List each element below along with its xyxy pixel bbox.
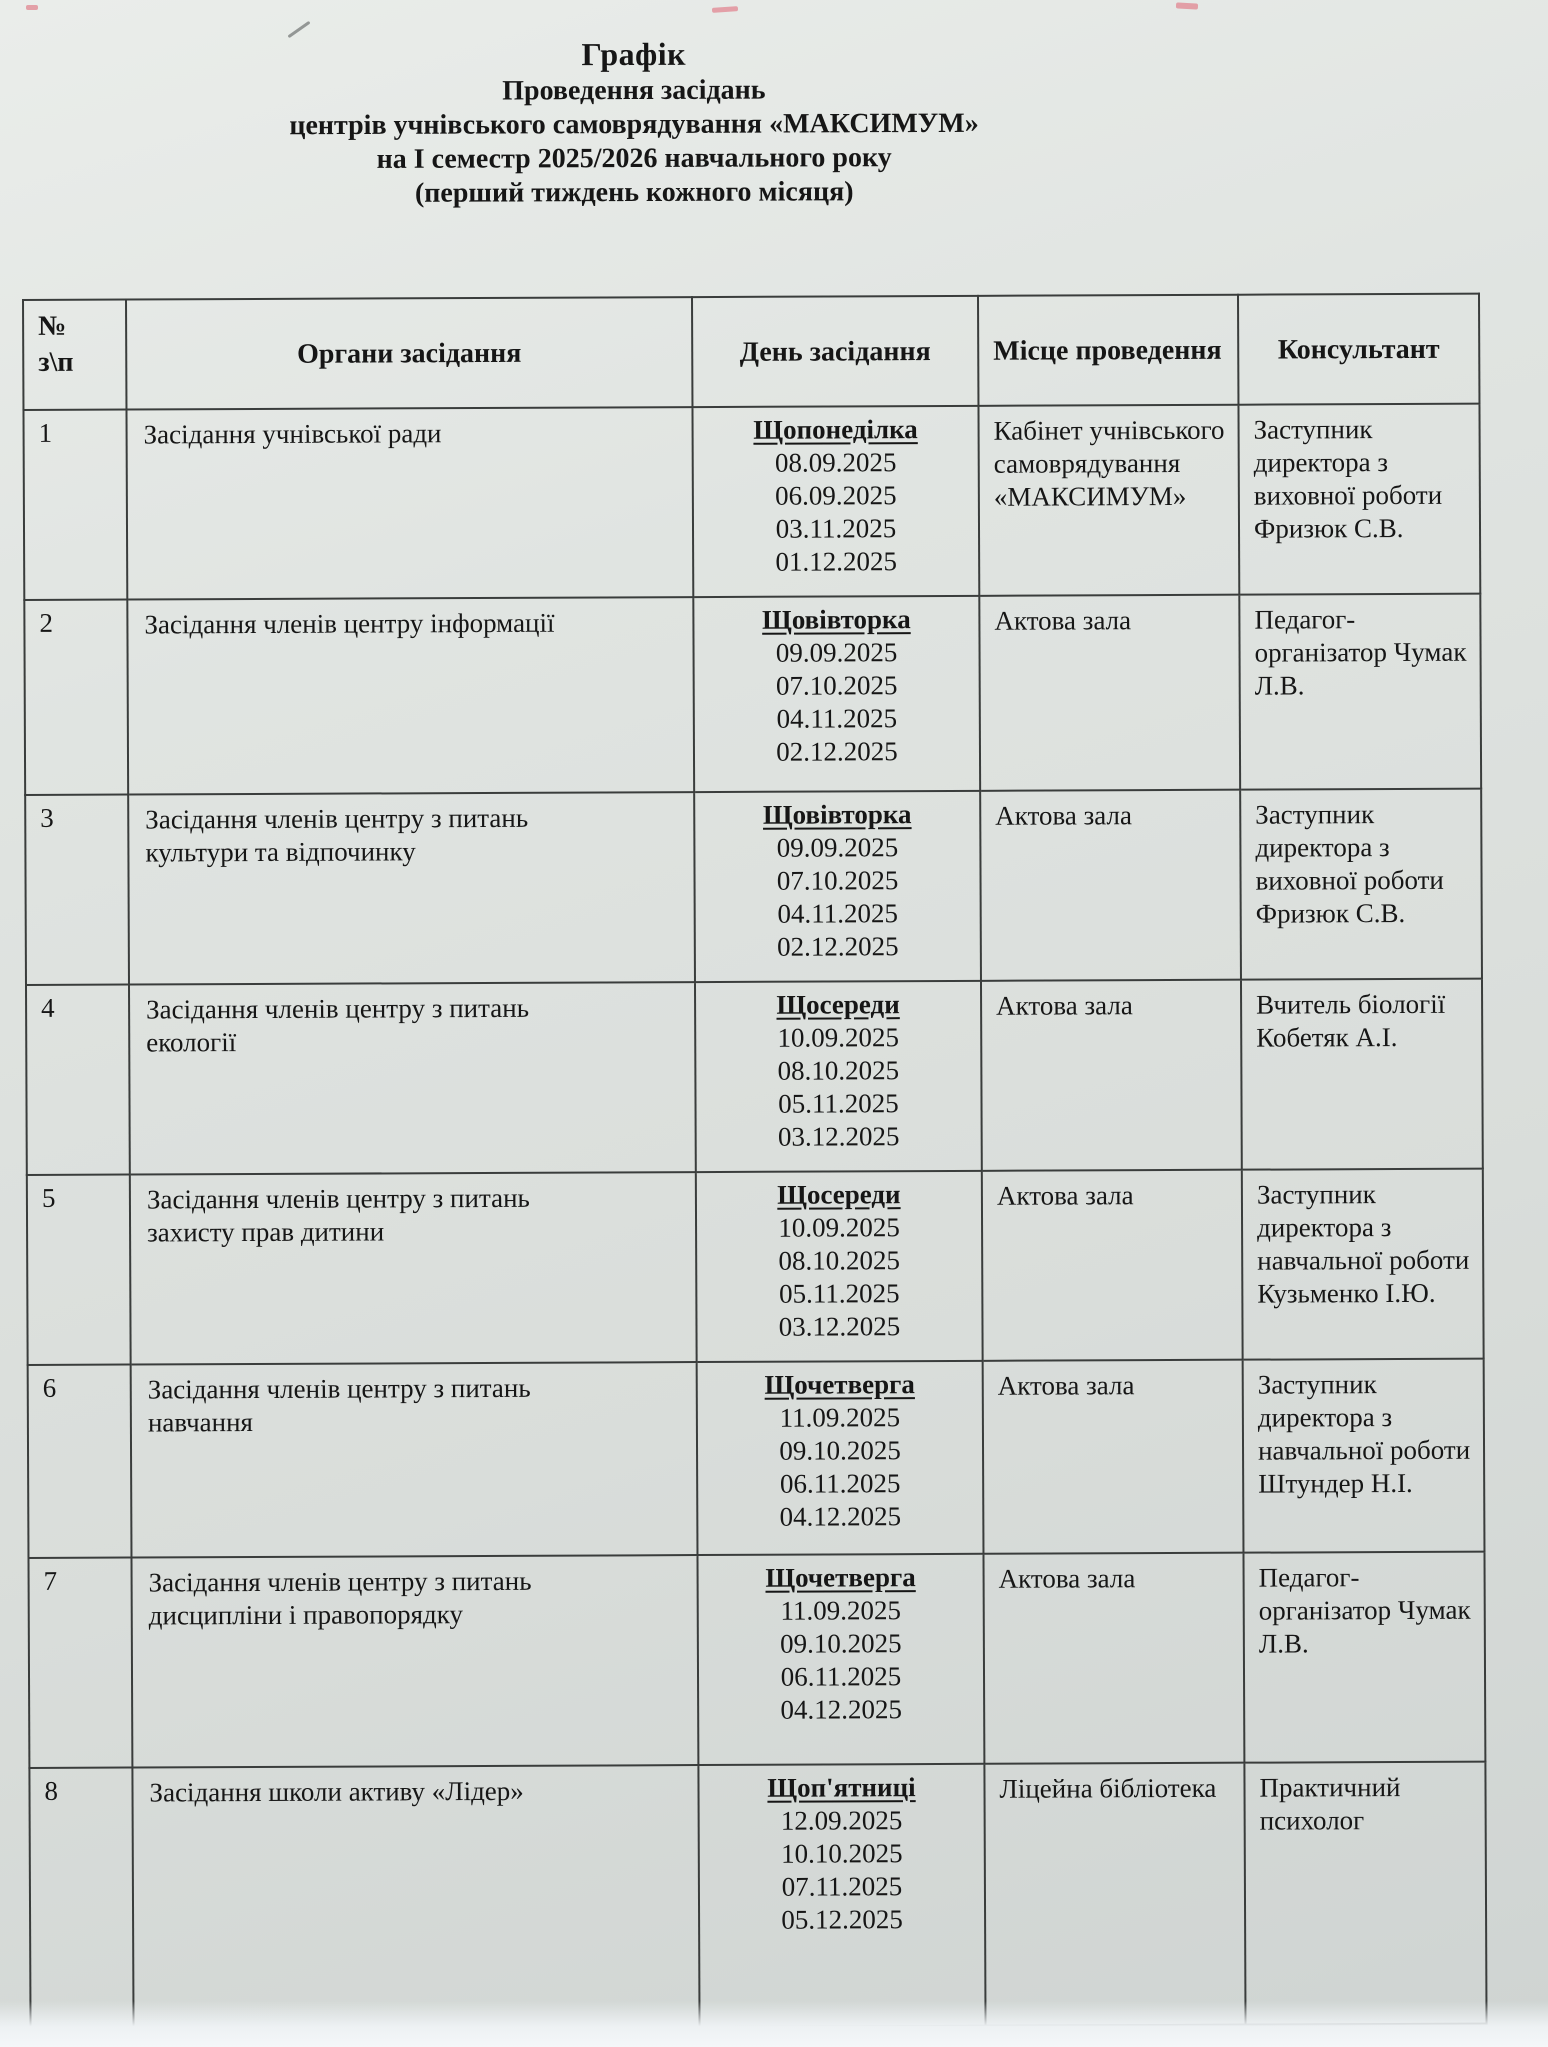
document-title bbox=[0, 32, 1268, 212]
organ-text: Засідання школи активу «Лідер» bbox=[149, 1775, 524, 1808]
meeting-date: 08.10.2025 bbox=[778, 1245, 901, 1276]
place-cell: Кабінет учнівського самоврядування «МАКСИМУМ» bbox=[978, 405, 1239, 596]
table-row bbox=[23, 404, 1480, 600]
organ-cell bbox=[131, 1362, 698, 1557]
consultant-cell: Педагог-організатор Чумак Л.В. bbox=[1239, 594, 1481, 790]
header-number-bottom: з\п bbox=[38, 346, 74, 378]
place-cell: Актова зала bbox=[982, 1170, 1243, 1361]
organ-cell bbox=[126, 407, 693, 599]
meeting-date: 10.09.2025 bbox=[778, 1212, 900, 1243]
meeting-date: 11.09.2025 bbox=[780, 1595, 902, 1626]
row-number: 4 bbox=[26, 985, 130, 1175]
photo-artifact bbox=[1176, 2, 1198, 9]
consultant-cell: Педагог-організатор Чумак Л.В. bbox=[1243, 1552, 1485, 1763]
place-cell: Актова зала bbox=[979, 595, 1240, 791]
organ-cell bbox=[129, 982, 696, 1174]
schedule-table bbox=[22, 293, 1488, 2031]
row-number: 7 bbox=[28, 1558, 132, 1768]
meeting-date: 06.11.2025 bbox=[780, 1661, 902, 1692]
organ-text: Засідання членів центру з питань навчання bbox=[147, 1372, 531, 1438]
day-cell bbox=[696, 1171, 983, 1362]
meeting-date: 03.12.2025 bbox=[778, 1311, 901, 1342]
day-name: Щопонеділка bbox=[753, 414, 918, 445]
header-day: День засідання bbox=[692, 296, 978, 407]
organ-cell bbox=[127, 597, 694, 794]
table-row bbox=[25, 789, 1482, 985]
meeting-date: 01.12.2025 bbox=[775, 546, 897, 577]
organ-text: Засідання членів центру з питань дисципліни і правопорядку bbox=[148, 1565, 532, 1631]
day-cell bbox=[695, 981, 982, 1172]
header-number-top: № bbox=[38, 310, 67, 342]
photo-artifact bbox=[26, 5, 38, 10]
place-cell: Актова зала bbox=[980, 790, 1241, 981]
organ-text: Засідання членів центру інформації bbox=[144, 607, 555, 640]
organ-cell bbox=[128, 792, 695, 984]
meeting-date: 03.11.2025 bbox=[775, 513, 897, 544]
day-name: Щосереди bbox=[776, 989, 900, 1020]
organ-cell bbox=[130, 1172, 697, 1364]
table-header-row bbox=[23, 294, 1479, 410]
organ-cell bbox=[131, 1555, 698, 1767]
meeting-date: 06.09.2025 bbox=[775, 480, 897, 511]
day-name: Щочетверга bbox=[764, 1369, 915, 1400]
day-name: Щовівторка bbox=[762, 604, 911, 635]
title-line-4: на І семестр 2025/2026 навчального року bbox=[376, 142, 892, 175]
place-cell: Актова зала bbox=[981, 980, 1242, 1171]
row-number: 8 bbox=[29, 1768, 133, 2030]
title-line-2: Проведення засідань bbox=[502, 74, 766, 107]
meeting-date: 05.11.2025 bbox=[778, 1088, 899, 1119]
photo-artifact bbox=[712, 6, 738, 13]
title-line-3: центрів учнівського самоврядування «МАКСИМУМ» bbox=[289, 107, 979, 142]
header-organ: Органи засідання bbox=[126, 297, 692, 409]
table-row bbox=[26, 979, 1483, 1175]
table-row bbox=[24, 594, 1481, 795]
organ-text: Засідання членів центру з питань захисту прав дитини bbox=[146, 1182, 530, 1248]
day-name: Щовівторка bbox=[762, 799, 912, 830]
day-name: Щоп'ятниці bbox=[767, 1772, 916, 1803]
row-number: 6 bbox=[28, 1365, 132, 1558]
meeting-date: 04.11.2025 bbox=[776, 703, 898, 734]
organ-cell bbox=[132, 1765, 699, 2029]
consultant-cell: Заступник директора з виховної роботи Фризюк С.В. bbox=[1238, 404, 1480, 595]
meeting-date: 07.10.2025 bbox=[776, 865, 899, 896]
row-number: 1 bbox=[23, 410, 127, 600]
place-cell: Актова зала bbox=[983, 1553, 1244, 1764]
meeting-date: 11.09.2025 bbox=[779, 1402, 901, 1433]
consultant-cell: Заступник директора з виховної роботи Фризюк С.В. bbox=[1240, 789, 1482, 980]
place-cell: Ліцейна бібліотека bbox=[984, 1763, 1245, 2026]
day-cell bbox=[693, 596, 980, 792]
row-number: 3 bbox=[25, 795, 129, 985]
meeting-date: 05.12.2025 bbox=[781, 1904, 903, 1935]
meeting-date: 04.11.2025 bbox=[777, 898, 899, 929]
row-number: 2 bbox=[24, 600, 128, 795]
organ-text: Засідання членів центру з питань екології bbox=[146, 992, 530, 1058]
day-cell bbox=[692, 406, 979, 597]
meeting-date: 02.12.2025 bbox=[777, 931, 899, 962]
title-line-1: Графік bbox=[581, 35, 687, 73]
meeting-date: 05.11.2025 bbox=[779, 1278, 900, 1309]
table-row bbox=[28, 1552, 1485, 1768]
meeting-date: 08.10.2025 bbox=[777, 1055, 900, 1086]
meeting-date: 10.09.2025 bbox=[777, 1022, 900, 1053]
meeting-date: 12.09.2025 bbox=[780, 1805, 903, 1836]
meeting-date: 09.10.2025 bbox=[780, 1628, 902, 1659]
day-cell bbox=[698, 1764, 985, 2027]
table-row bbox=[27, 1169, 1484, 1365]
table-row bbox=[29, 1762, 1486, 2030]
meeting-date: 04.12.2025 bbox=[780, 1694, 902, 1725]
meeting-date: 07.10.2025 bbox=[775, 670, 898, 701]
day-cell bbox=[697, 1361, 984, 1555]
header-consultant: Консультант bbox=[1238, 294, 1479, 405]
title-line-5: (перший тиждень кожного місяця) bbox=[414, 176, 854, 209]
consultant-cell: Практичний психолог bbox=[1244, 1762, 1486, 2025]
meeting-date: 08.09.2025 bbox=[774, 447, 897, 478]
header-place: Місце проведення bbox=[978, 295, 1238, 406]
meeting-date: 03.12.2025 bbox=[777, 1121, 900, 1152]
meeting-date: 06.11.2025 bbox=[779, 1468, 901, 1499]
meeting-date: 09.09.2025 bbox=[775, 637, 898, 668]
organ-text: Засідання учнівської ради bbox=[143, 418, 442, 450]
day-cell bbox=[697, 1554, 984, 1765]
consultant-cell: Заступник директора з навчальної роботи Кузьменко І.Ю. bbox=[1242, 1169, 1484, 1360]
meeting-date: 10.10.2025 bbox=[780, 1838, 903, 1869]
consultant-cell: Вчитель біології Кобетяк А.І. bbox=[1241, 979, 1483, 1170]
day-cell bbox=[694, 791, 981, 982]
table-row bbox=[28, 1359, 1485, 1558]
meeting-date: 02.12.2025 bbox=[776, 736, 898, 767]
header-number bbox=[23, 300, 126, 410]
consultant-cell: Заступник директора з навчальної роботи Штундер Н.І. bbox=[1243, 1359, 1485, 1553]
day-name: Щочетверга bbox=[765, 1562, 916, 1593]
meeting-date: 09.09.2025 bbox=[776, 832, 899, 863]
meeting-date: 09.10.2025 bbox=[779, 1435, 901, 1466]
photo-bottom-edge bbox=[0, 2001, 1548, 2047]
meeting-date: 07.11.2025 bbox=[781, 1871, 903, 1902]
meeting-date: 04.12.2025 bbox=[779, 1501, 902, 1532]
row-number: 5 bbox=[27, 1175, 131, 1365]
place-cell: Актова зала bbox=[983, 1360, 1244, 1554]
day-name: Щосереди bbox=[777, 1179, 901, 1210]
organ-text: Засідання членів центру з питань культури та відпочинку bbox=[145, 802, 529, 868]
